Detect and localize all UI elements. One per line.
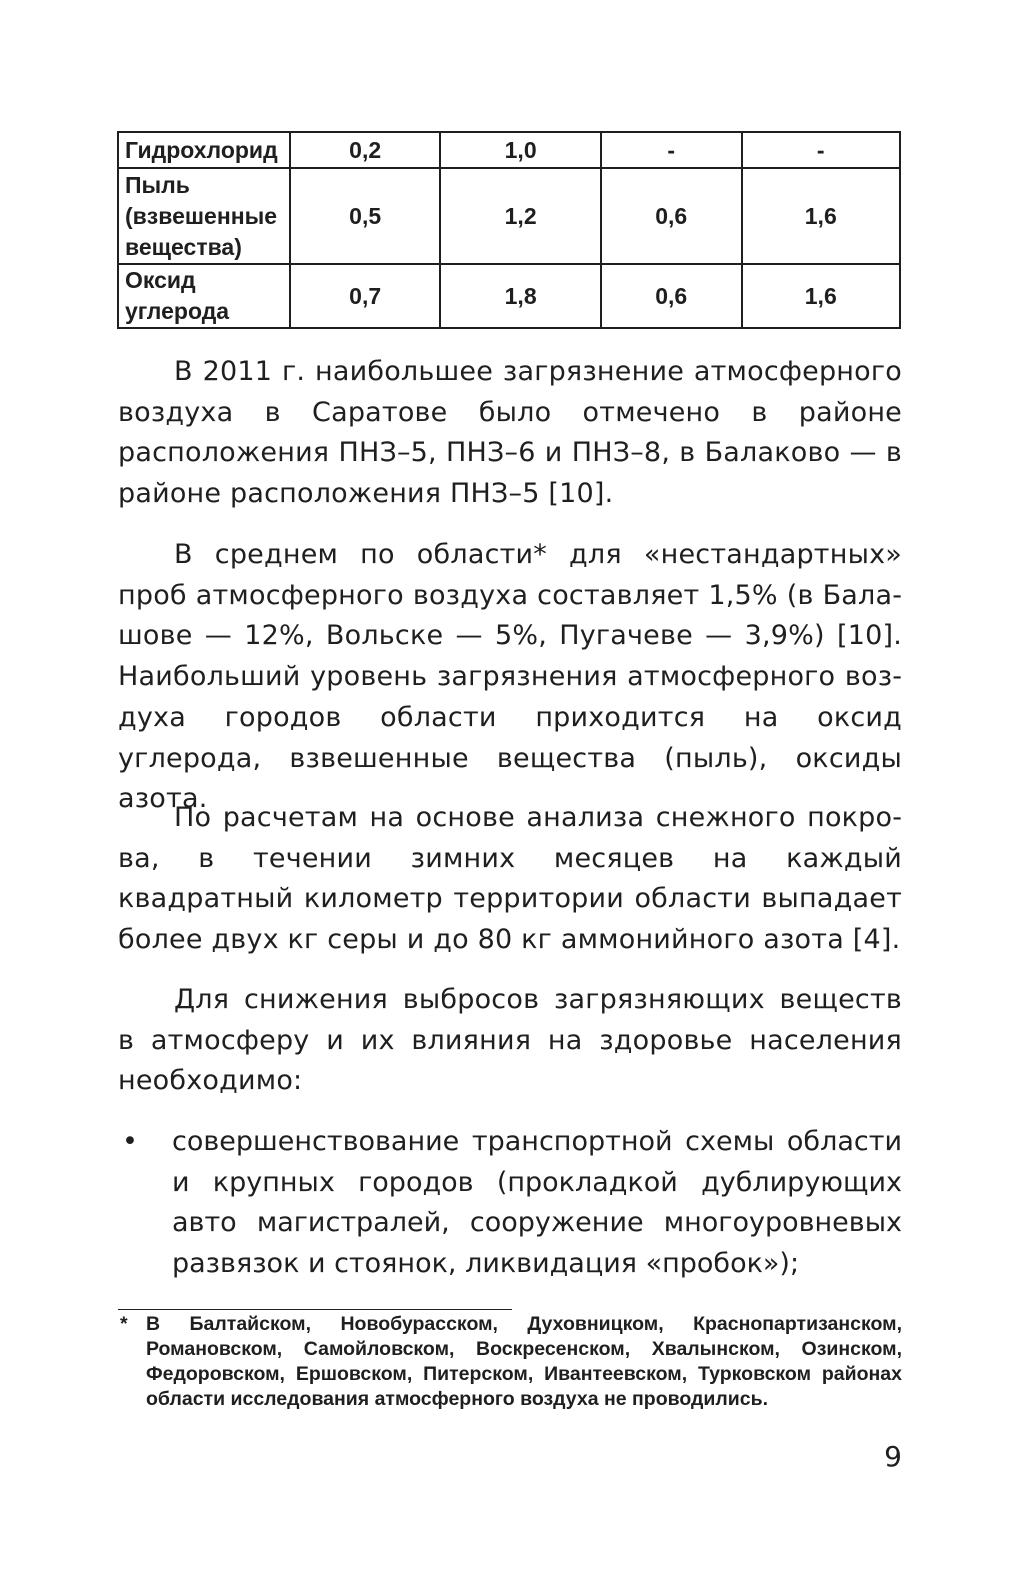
- table-row: [118, 132, 900, 168]
- bullet-icon: •: [122, 1126, 138, 1157]
- table-cell: 1,2: [440, 168, 600, 264]
- table-cell: 0,7: [290, 264, 441, 328]
- table-cell: -: [742, 132, 900, 168]
- table-cell: 1,6: [742, 264, 900, 328]
- list-item: [118, 1122, 902, 1285]
- table-row: [118, 264, 900, 328]
- table-cell: 1,0: [440, 132, 600, 168]
- paragraph: [118, 980, 902, 1102]
- table-cell: 0,6: [601, 264, 742, 328]
- page-number: 9: [884, 1440, 902, 1473]
- paragraph: [118, 352, 902, 515]
- footnote-text: В Балтайском, Новобурасском, Духовницком, Краснопартизанском, Романовском, Самойловском, Воскресенском, Хвалынском, Озинском, Федоровском, Ершовском, Питерском, Ивантеевском, Турковском районах области исследования атмосферного воздуха не проводились.: [146, 1313, 902, 1410]
- paragraph: [118, 535, 902, 820]
- pollutant-name: Оксид углерода: [118, 264, 290, 328]
- pollutant-table: [117, 131, 901, 329]
- pollutant-name: Гидрохлорид: [118, 132, 290, 168]
- footnote-divider: [118, 1309, 512, 1310]
- pollutant-name: Пыль (взвешенные вещества): [118, 168, 290, 264]
- table-cell: -: [601, 132, 742, 168]
- table-cell: 1,6: [742, 168, 900, 264]
- paragraph-text: В среднем по области* для «нестандартных» проб атмосферного воздуха составляет 1,5% (в Балашове — 12%, Вольске — 5%, Пугачеве — 3,9%) [10]. Наибольший уровень загрязнения атмосферного воздуха городов области приходится на оксид углерода, взвешенные вещества (пыль), оксиды азота.: [118, 539, 902, 815]
- table-cell: 0,2: [290, 132, 441, 168]
- footnote: [118, 1312, 902, 1412]
- paragraph: [118, 798, 902, 961]
- table-cell: 0,5: [290, 168, 441, 264]
- bullet-list: [118, 1122, 902, 1285]
- footnote-mark: *: [120, 1313, 128, 1335]
- table-row: [118, 168, 900, 264]
- paragraph-text: Для снижения выбросов загрязняющих веществ в атмосферу и их влияния на здоровье населения необходимо:: [118, 984, 902, 1097]
- table-cell: 1,8: [440, 264, 600, 328]
- table-cell: 0,6: [601, 168, 742, 264]
- paragraph-text: В 2011 г. наибольшее загрязнение атмосферного воздуха в Саратове было отмечено в районе расположения ПНЗ–5, ПНЗ–6 и ПНЗ–8, в Балаково — в районе расположения ПНЗ–5 [10].: [118, 356, 902, 510]
- paragraph-text: По расчетам на основе анализа снежного покрова, в течении зимних месяцев на каждый квадратный километр территории области выпадает более двух кг серы и до 80 кг аммонийного азота [4].: [118, 802, 902, 956]
- list-item-text: совершенствование транспортной схемы области и крупных городов (прокладкой дублирующих авто магистралей, сооружение многоуровневых развязок и стоянок, ликвидация «пробок»);: [172, 1126, 902, 1280]
